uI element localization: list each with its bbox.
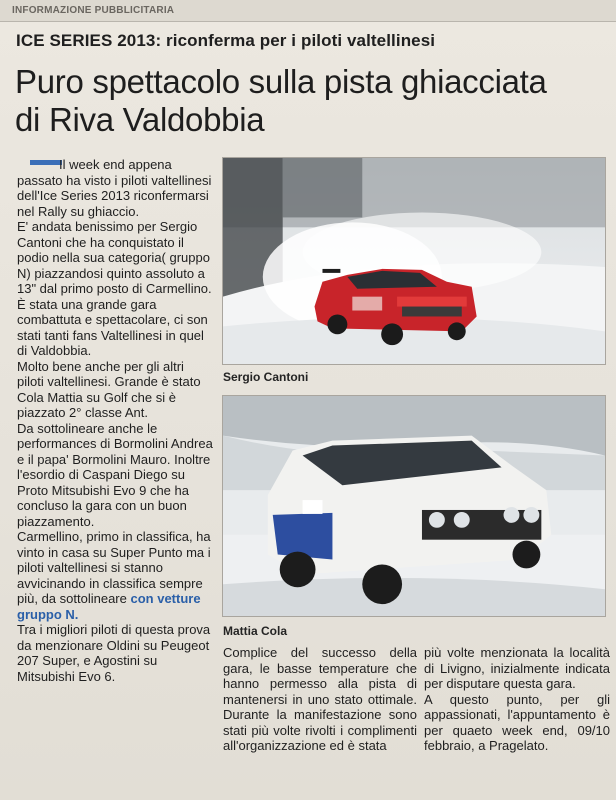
paragraph: Complice del successo della gara, le basse temperature che hanno permesso alla pista di mantenersi in uno stato ottimale. Durante la manifestazione sono stati più volte rivolti i complimenti all'organizzazione ed è stata — [223, 645, 417, 753]
headline-line-1: Puro spettacolo sulla pista ghiacciata — [15, 63, 547, 100]
paragraph: E' andata benissimo per Sergio Cantoni che ha conquistato il podio nella sua categoria( gruppo N) piazzandosi quinto assoluto a 13" dal primo posto di Carmellino. — [17, 219, 212, 296]
paragraph-with-highlight — [17, 529, 214, 622]
article-headline — [15, 63, 605, 139]
photo-mattia-cola — [222, 395, 606, 617]
photo-sergio-cantoni — [222, 157, 606, 365]
paragraph: Il week end appena passato ha visto i piloti valtellinesi dell'Ice Series 2013 riconfermarsi nel Rally su ghiaccio. — [17, 157, 212, 219]
headline-line-2: di Riva Valdobbia — [15, 101, 265, 138]
article-column-middle — [223, 645, 417, 754]
highlight-text: con vetture gruppo N. — [17, 591, 201, 622]
paragraph-text: Carmellino, primo in classifica, ha vinto in casa su Super Punto ma i piloti valtellinesi si stanno avvicinando in classifica sempre più, da sottolineare — [17, 529, 211, 606]
paragraph: Molto bene anche per gli altri piloti valtellinesi. Grande è stato Cola Mattia su Golf che si è piazzato 2° classe Ant. — [17, 358, 201, 420]
article-column-left — [17, 157, 214, 684]
paragraph: A questo punto, per gli appassionati, l'appuntamento è per quaeto week end, 09/10 febbraio, a Pragelato. — [424, 691, 610, 753]
rally-car-white-photo — [223, 396, 605, 616]
article-column-right — [424, 645, 610, 754]
paragraph: Tra i migliori piloti di questa prova da menzionare Oldini su Peugeot 207 Super, e Agostini su Mitsubishi Evo 6. — [17, 622, 211, 684]
top-banner — [0, 0, 616, 22]
banner-label: INFORMAZIONE PUBBLICITARIA — [12, 5, 175, 16]
article-kicker: ICE SERIES 2013: riconferma per i piloti valtellinesi — [16, 31, 436, 50]
rally-car-red-photo — [223, 158, 605, 364]
photo-caption: Mattia Cola — [223, 624, 288, 638]
photo-caption: Sergio Cantoni — [223, 370, 309, 384]
paragraph: È stata una grande gara combattuta e spettacolare, ci son stati tanti fans Valtellinesi in quel di Valdobbia. — [17, 296, 208, 358]
paragraph: più volte menzionata la località di Livigno, inizialmente indicata per disputare questa gara. — [424, 645, 610, 691]
paragraph: Da sottolineare anche le performances di Bormolini Andrea e il papa' Bormolini Mauro. Inoltre l'esordio di Caspani Diego su Proto Mitsubishi Evo 9 che ha concluso la gara con un buon piazzamento. — [17, 420, 213, 529]
